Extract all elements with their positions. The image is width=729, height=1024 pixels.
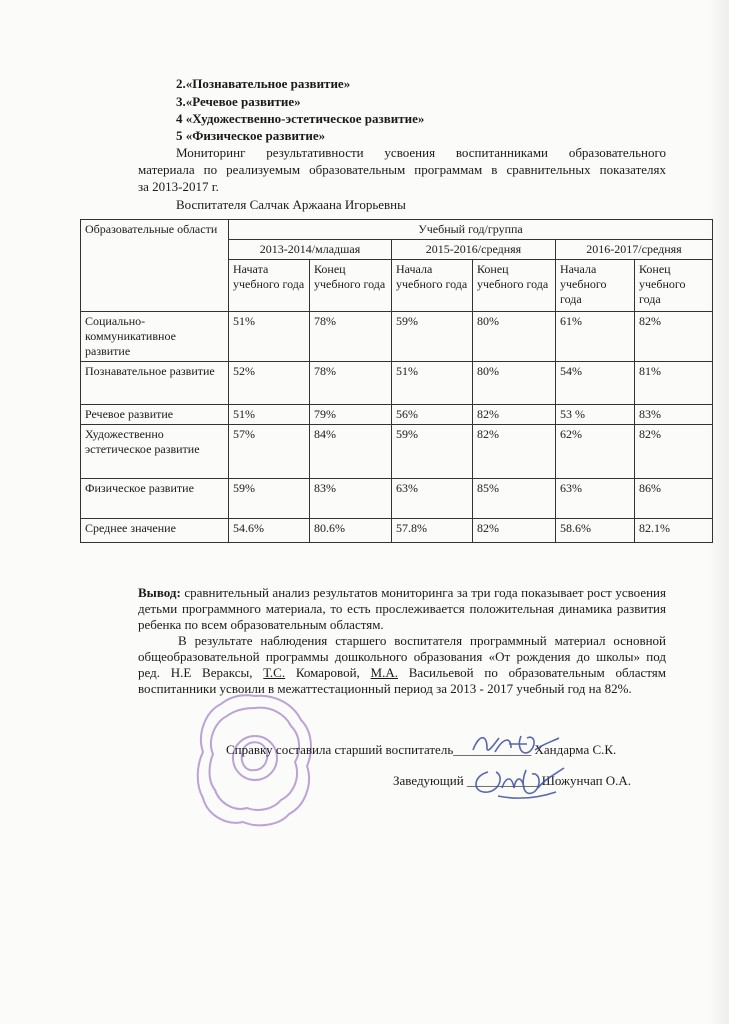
intro-text-1: Мониторинг результативности усвоения воспитанниками образовательного xyxy=(176,145,666,160)
cell-value: 85% xyxy=(473,479,556,519)
header-group: Учебный год/группа xyxy=(229,220,713,240)
table-row xyxy=(81,405,713,425)
cell-value: 63% xyxy=(556,479,635,519)
observation-text-b: ы, xyxy=(240,665,264,680)
cell-value: 54.6% xyxy=(229,519,310,543)
table-row xyxy=(81,425,713,479)
organization-stamp xyxy=(195,690,315,830)
cell-value: 59% xyxy=(392,312,473,362)
cell-value: 80% xyxy=(473,362,556,405)
cell-value: 80% xyxy=(473,312,556,362)
cell-value: 82% xyxy=(473,425,556,479)
head-name: Шожунчап О.А. xyxy=(541,773,632,788)
cell-value: 61% xyxy=(556,312,635,362)
row-area: Физическое развитие xyxy=(81,479,229,519)
cell-value: 79% xyxy=(310,405,392,425)
observation-paragraph xyxy=(138,633,666,697)
head-signature-row: Заведующий ___________ Шожунчап О.А. xyxy=(393,773,632,788)
cell-value: 59% xyxy=(392,425,473,479)
intro-line-3: за 2013-2017 г. xyxy=(138,179,219,194)
cell-value: 58.6% xyxy=(556,519,635,543)
observation-text-a: В результате наблюдения старшего воспитателя программный материал основной общеобразовательной программы дошкольного образования «От рождения до школы» под ред. Н.Е Веракс xyxy=(138,633,666,680)
cell-value: 82% xyxy=(473,519,556,543)
head-label: Заведующий xyxy=(393,773,464,788)
list-item-5: 5 «Физическое развитие» xyxy=(176,128,326,143)
cell-value: 53 % xyxy=(556,405,635,425)
conclusion-paragraph xyxy=(138,585,666,633)
cell-value: 82% xyxy=(635,425,713,479)
cell-value: 57% xyxy=(229,425,310,479)
cell-value: 86% xyxy=(635,479,713,519)
cell-value: 63% xyxy=(392,479,473,519)
intro-line-1 xyxy=(138,145,666,161)
cell-value: 51% xyxy=(229,312,310,362)
table-row xyxy=(81,312,713,362)
header-year-2: 2015-2016/средняя xyxy=(392,240,556,260)
row-area: Речевое развитие xyxy=(81,405,229,425)
cell-value: 81% xyxy=(635,362,713,405)
cell-value: 59% xyxy=(229,479,310,519)
cell-value: 56% xyxy=(392,405,473,425)
cell-value: 84% xyxy=(310,425,392,479)
cell-value: 78% xyxy=(310,312,392,362)
observation-text-d: Васильевой по образовательным областям воспитанники усвоили в межаттестационный период за 2013 - 2017 учебный год на 82%. xyxy=(138,665,667,696)
list-item-4: 4 «Художественно-эстетическое развитие» xyxy=(176,111,425,126)
conclusion-block xyxy=(138,585,666,697)
row-area: Художественно эстетическое развитие xyxy=(81,425,229,479)
compiled-name: Хандарма С.К. xyxy=(534,742,617,757)
cell-value: 51% xyxy=(392,362,473,405)
table-row xyxy=(81,479,713,519)
table-row xyxy=(81,519,713,543)
subheader: Начала учебного года xyxy=(556,260,635,312)
cell-value: 83% xyxy=(310,479,392,519)
intro-line-2: материала по реализуемым образовательным программам в сравнительных показателях xyxy=(138,162,666,177)
header-corner: Образовательные области xyxy=(81,220,229,312)
row-area: Познавательное развитие xyxy=(81,362,229,405)
cell-value: 78% xyxy=(310,362,392,405)
cell-value: 54% xyxy=(556,362,635,405)
subheader: Начала учебного года xyxy=(392,260,473,312)
header-year-1: 2013-2014/младшая xyxy=(229,240,392,260)
observation-text-c: Комаровой, xyxy=(285,665,371,680)
subheader: Конец учебного года xyxy=(310,260,392,312)
cell-value: 83% xyxy=(635,405,713,425)
cell-value: 52% xyxy=(229,362,310,405)
cell-value: 62% xyxy=(556,425,635,479)
subheader: Конец учебного года xyxy=(635,260,713,312)
subheader: Конец учебного года xyxy=(473,260,556,312)
author-initials-ma: М.А. xyxy=(370,665,398,680)
teacher-name: Воспитателя Салчак Аржаана Игорьевны xyxy=(176,197,406,212)
cell-value: 80.6% xyxy=(310,519,392,543)
row-area: Социально-коммуникативное развитие xyxy=(81,312,229,362)
header-year-3: 2016-2017/средняя xyxy=(556,240,713,260)
conclusion-label: Вывод: xyxy=(138,585,181,600)
compiled-signature-row: Справку составила старший воспитатель____________ Хандарма С.К. xyxy=(226,742,617,757)
compiled-label: Справку составила старший воспитатель xyxy=(226,742,454,757)
conclusion-text: сравнительный анализ результатов мониторинга за три года показывает рост усвоения детьми программного материала, то есть прослеживается положительная динамика развития ребенка по всем образовательным областям. xyxy=(138,585,666,632)
cell-value: 82% xyxy=(473,405,556,425)
list-item-3: 3.«Речевое развитие» xyxy=(176,94,301,109)
author-initials-ts: Т.С. xyxy=(263,665,286,680)
cell-value: 57.8% xyxy=(392,519,473,543)
cell-value: 51% xyxy=(229,405,310,425)
monitoring-table xyxy=(80,219,713,543)
list-item-2: 2.«Познавательное развитие» xyxy=(176,76,351,91)
head-signature-mark xyxy=(468,758,568,804)
cell-value: 82% xyxy=(635,312,713,362)
subheader: Начата учебного года xyxy=(229,260,310,312)
table-row xyxy=(81,362,713,405)
row-area: Среднее значение xyxy=(81,519,229,543)
cell-value: 82.1% xyxy=(635,519,713,543)
